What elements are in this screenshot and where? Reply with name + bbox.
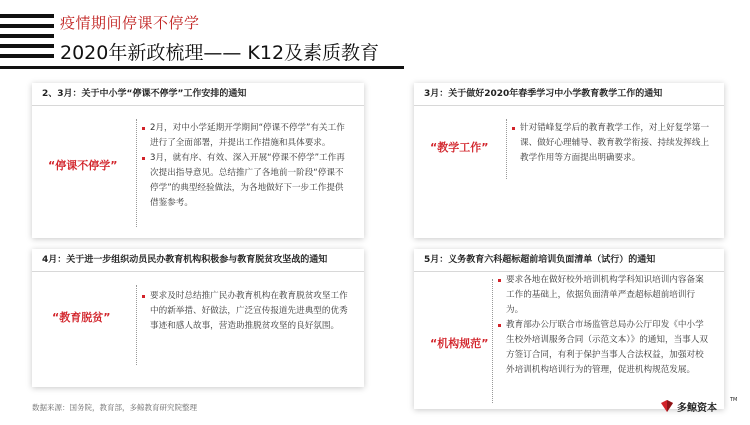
card-heading: 3月：关于做好2020年春季学习中小学教育教学工作的通知 [414,83,724,106]
bullet-icon [142,295,145,298]
dotted-divider [492,279,493,403]
bullet-icon [142,157,145,160]
card-tag: “停课不停学” [48,159,118,172]
dotted-divider [136,119,137,227]
brand-logo [660,396,740,416]
stripe [0,34,54,38]
bullet-icon [512,127,515,130]
stripe [0,24,54,28]
policy-card-regulation [414,249,724,409]
whale-logo-icon [660,399,674,413]
policy-card-stop-class [32,83,364,238]
dotted-divider [506,119,507,179]
list-item: 2月，对中小学延期开学期间“停课不停学”有关工作进行了全面部署，并提出工作措施和具体要求。 [142,121,352,151]
dotted-divider [136,285,137,365]
list-item: 教育部办公厅联合市场监管总局办公厅印发《中小学生校外培训服务合同（示范文本）》的通知，当事人双方签订合同，有利于保护当事人合法权益，加强对校外培训机构培训行为的管理，促进机构规范发展。 [498,318,712,378]
bullet-icon [142,127,145,130]
logo-text: 多鲸资本 [677,403,717,414]
policy-card-poverty [32,249,364,387]
header-stripes [0,14,54,64]
list-item: 3月，就有序、有效、深入开展“停课不停学”工作再次提出指导意见。总结推广了各地前一阶段“停课不停学”的典型经验做法，为各地做好下一步工作提供借鉴参考。 [142,151,352,211]
card-tag: “教育脱贫” [52,311,111,324]
stripe [0,54,54,58]
card-heading: 2、3月：关于中小学“停课不停学”工作安排的通知 [32,83,364,106]
data-source-note: 数据来源：国务院，教育部，多鲸教育研究院整理 [32,403,197,412]
card-tag: “机构规范” [430,337,489,350]
card-body [142,289,352,334]
list-item: 要求及时总结推广民办教育机构在教育脱贫攻坚工作中的新举措、好做法，广泛宣传报道先进典型的优秀事迹和感人故事，营造助推脱贫攻坚的良好氛围。 [142,289,352,334]
policy-card-teaching [414,83,724,238]
card-heading: 4月：关于进一步组织动员民办教育机构积极参与教育脱贫攻坚战的通知 [32,249,364,272]
stripe [0,44,54,48]
card-body [498,273,712,378]
bullet-icon [498,279,501,282]
page-title: 2020年新政梳理—— K12及素质教育 [60,42,380,64]
bullet-icon [498,324,501,327]
list-item: 要求各地在做好校外培训机构学科知识培训内容备案工作的基础上，依据负面清单严查超标超前培训行为。 [498,273,712,318]
title-underline [0,66,404,69]
card-heading: 5月：义务教育六科超标超前培训负面清单（试行）的通知 [414,249,724,272]
card-tag: “教学工作” [430,141,489,154]
list-item: 针对错峰复学后的教育教学工作，对上好复学第一课、做好心理辅导、教育教学衔接、持续发挥线上教学作用等方面提出明确要求。 [512,121,712,166]
stripe [0,14,54,18]
card-body [512,121,712,166]
page-subtitle: 疫情期间停课不停学 [60,14,200,32]
logo-trademark: TM [730,397,738,403]
card-body [142,121,352,211]
